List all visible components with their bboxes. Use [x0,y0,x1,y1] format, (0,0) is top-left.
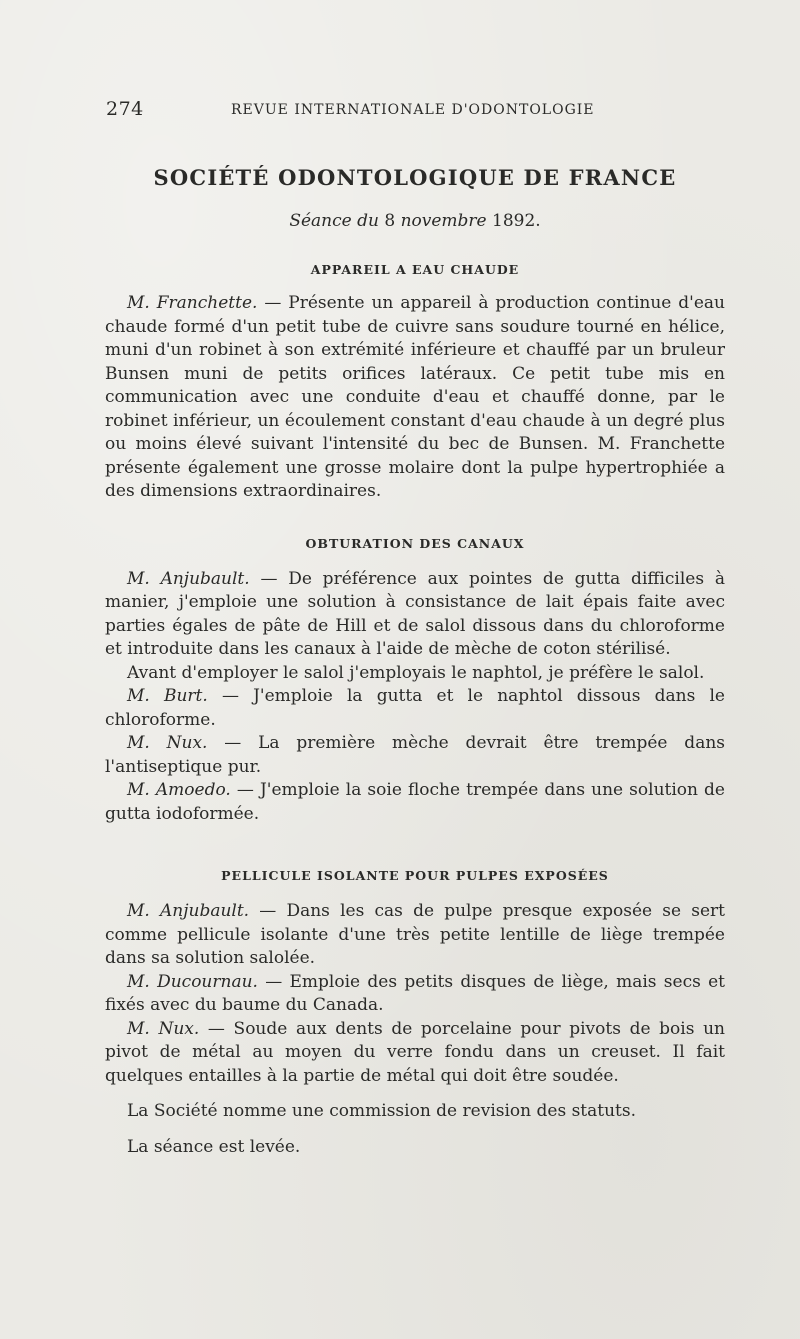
speaker: M. Nux. [127,733,208,753]
paragraph-text: — Dans les cas de pulpe presque exposée se sert comme pellicule isolante d'une très petite lentille de liège trempée dans sa solution salolée. [105,901,725,968]
paragraph [105,900,725,971]
paragraph [105,568,725,662]
section-heading-hot-water: APPAREIL A EAU CHAUDE [310,262,520,277]
section-heading-canal-obturation: OBTURATION DES CANAUX [305,535,525,551]
speaker: M. Amoedo. [127,780,231,800]
paragraph [105,292,725,504]
running-title: REVUE INTERNATIONALE D'ODONTOLOGIE [231,102,595,118]
session-day: 8 [384,211,396,231]
paragraph-text: — Présente un appareil à production continue d'eau chaude formé d'un petit tube de cuivre sans soudure tourné en hélice, muni d'un robinet à son extrémité inférieure et chauffé par un bruleur Bunsen muni de petits orifices latéraux. Ce petit tube mis en communication avec une conduite d'eau et chauffé donne, par le robinet inférieur, un écoulement constant d'eau chaude à un degré plus ou moins élevé suivant l'intensité du bec de Bunsen. M. Franchette présente également une grosse molaire dont la pulpe hypertrophiée a des dimensions extraordinaires. [105,293,725,501]
closing-statement: La Société nomme une commission de revision des statuts. [127,1101,637,1121]
page-header [106,98,706,128]
session-month: novembre [400,211,487,231]
section-heading-isolating-film: PELLICULE ISOLANTE POUR PULPES EXPOSÉES [221,868,609,883]
paragraph [105,685,725,732]
speaker: M. Burt. [127,686,208,706]
page-number: 274 [106,98,144,120]
speaker: M. Franchette. [127,293,258,313]
speaker: M. Nux. [127,1018,200,1039]
speaker: M. Anjubault. [127,568,250,589]
paragraph-text: — Soude aux dents de porcelaine pour pivots de bois un pivot de métal au moyen du verre fondu dans un creuset. Il fait quelques entailles à la partie de métal qui doit être soudée. [105,1018,725,1086]
paragraph-text: — J'emploie la gutta et le naphtol dissous dans le chloroforme. [105,686,725,730]
society-title: SOCIÉTÉ ODONTOLOGIQUE DE FRANCE [153,165,677,190]
session-date [105,208,725,234]
speaker: M. Ducournau. [127,971,258,992]
session-closed: La séance est levée. [127,1136,301,1157]
paragraph [105,1018,725,1089]
paragraph [105,732,725,779]
session-year: 1892. [492,211,541,231]
paragraph-text: — La première mèche devrait être trempée dans l'antiseptique pur. [105,733,726,777]
paragraph-text: — J'emploie la soie floche trempée dans une solution de gutta iodoformée. [105,780,725,824]
paragraph [105,971,725,1018]
paragraph [105,779,725,826]
paragraph [105,662,725,686]
session-prefix: Séance du [289,211,379,231]
paragraph-text: — Emploie des petits disques de liège, mais secs et fixés avec du baume du Canada. [105,971,726,1015]
paragraph-text: — De préférence aux pointes de gutta difficiles à manier, j'emploie une solution à consistance de lait épais faite avec parties égales de pâte de Hill et de salol dissous dans du chloroforme et introduite dans les canaux à l'aide de mèche de coton stérilisé. [105,568,725,659]
speaker: M. Anjubault. [127,901,250,921]
article-body [105,160,725,1159]
paragraph-text: Avant d'employer le salol j'employais le naphtol, je préfère le salol. [127,662,705,683]
